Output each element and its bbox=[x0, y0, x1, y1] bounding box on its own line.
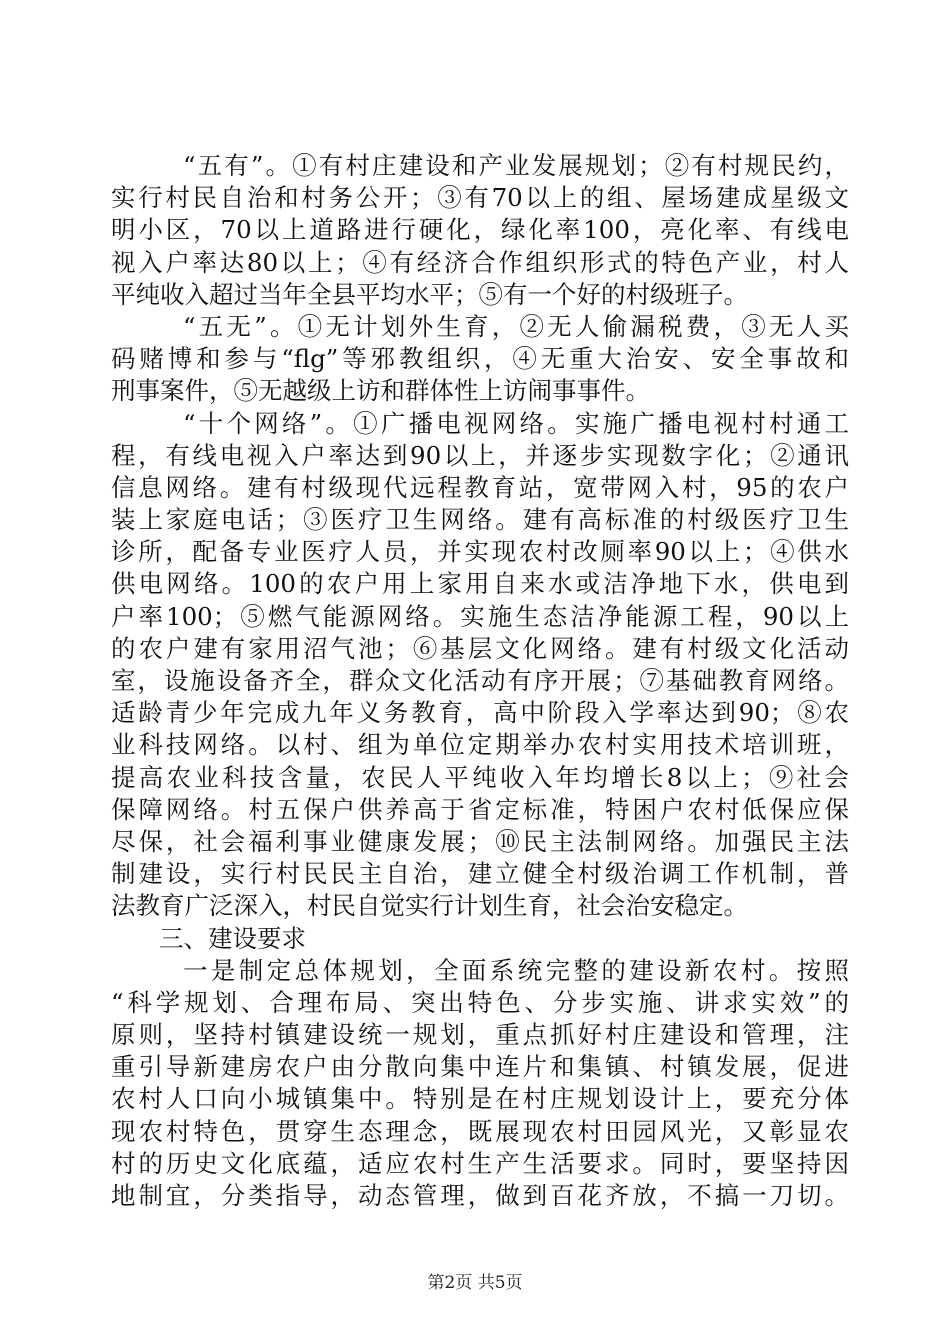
paragraph-line: 原则，坚持村镇建设统一规划，重点抓好村庄建设和管理，注 bbox=[111, 1020, 849, 1050]
paragraph-line: 室，设施设备齐全，群众文化活动有序开展；⑦基础教育网络。 bbox=[111, 666, 849, 695]
page-number-footer: 第2页 共5页 bbox=[427, 1273, 523, 1293]
paragraph-line: 尽保，社会福利事业健康发展；⑩民主法制网络。加强民主法 bbox=[111, 826, 849, 856]
paragraph-line: 地制宜，分类指导，动态管理，做到百花齐放，不搞一刀切。 bbox=[111, 1181, 849, 1210]
paragraph-line: 业科技网络。以村、组为单位定期举办农村实用技术培训班， bbox=[111, 730, 849, 760]
paragraph-line: 实行村民自治和村务公开；③有70以上的组、屋场建成星级文 bbox=[111, 183, 849, 213]
paragraph-line: 制建设，实行村民民主自治，建立健全村级治调工作机制，普 bbox=[111, 859, 849, 889]
paragraph-line: 适龄青少年完成九年义务教育，高中阶段入学率达到90；⑧农 bbox=[111, 698, 849, 728]
paragraph-line: 供电网络。100的农户用上家用自来水或洁净地下水，供电到 bbox=[111, 569, 849, 599]
paragraph-line: 现农村特色，贯穿生态理念，既展现农村田园风光，又彰显农 bbox=[111, 1116, 849, 1146]
paragraph-line: 保障网络。村五保户供养高于省定标准，特困户农村低保应保 bbox=[111, 794, 849, 824]
paragraph-line: 重引导新建房农户由分散向集中连片和集镇、村镇发展，促进 bbox=[111, 1052, 849, 1082]
paragraph-line: 平纯收入超过当年全县平均水平；⑤有一个好的村级班子。 bbox=[111, 279, 748, 309]
paragraph-line: 的农户建有家用沼气池；⑥基层文化网络。建有村级文化活动 bbox=[111, 633, 849, 663]
paragraph-line: 提高农业科技含量，农民人平纯收入年均增长8以上；⑨社会 bbox=[111, 762, 849, 792]
paragraph-line: 刑事案件，⑤无越级上访和群体性上访闹事事件。 bbox=[111, 376, 650, 406]
paragraph-line: 装上家庭电话；③医疗卫生网络。建有高标准的村级医疗卫生 bbox=[111, 505, 849, 535]
paragraph-line: “十个网络”。①广播电视网络。实施广播电视村村通工 bbox=[183, 408, 849, 438]
paragraph-line: 农村人口向小城镇集中。特别是在村庄规划设计上，要充分体 bbox=[111, 1084, 849, 1114]
paragraph-line: 信息网络。建有村级现代远程教育站，宽带网入村，95的农户 bbox=[111, 472, 849, 502]
paragraph-line: 一是制定总体规划，全面系统完整的建设新农村。按照 bbox=[183, 955, 849, 985]
paragraph-line: “科学规划、合理布局、突出特色、分步实施、讲求实效”的 bbox=[111, 987, 849, 1017]
paragraph-line: 码赌博和参与“flg”等邪教组织，④无重大治安、安全事故和 bbox=[111, 344, 849, 374]
paragraph-line: “五有”。①有村庄建设和产业发展规划；②有村规民约， bbox=[183, 151, 849, 180]
paragraph-line: 视入户率达80以上；④有经济合作组织形式的特色产业，村人 bbox=[111, 247, 849, 277]
document-body bbox=[111, 150, 849, 1212]
paragraph-line: “五无”。①无计划外生育，②无人偷漏税费，③无人买 bbox=[183, 311, 849, 341]
paragraph-line: 村的历史文化底蕴，适应农村生产生活要求。同时，要坚持因 bbox=[111, 1148, 849, 1178]
paragraph-line: 法教育广泛深入，村民自觉实行计划生育，社会治安稳定。 bbox=[111, 891, 748, 921]
paragraph-line: 诊所，配备专业医疗人员，并实现农村改厕率90以上；④供水 bbox=[111, 537, 849, 567]
paragraph-line: 程，有线电视入户率达到90以上，并逐步实现数字化；②通讯 bbox=[111, 440, 849, 470]
paragraph-line: 明小区，70以上道路进行硬化，绿化率100，亮化率、有线电 bbox=[111, 215, 849, 245]
section-heading: 三、建设要求 bbox=[159, 923, 306, 953]
paragraph-line: 户率100；⑤燃气能源网络。实施生态洁净能源工程，90以上 bbox=[111, 601, 849, 631]
